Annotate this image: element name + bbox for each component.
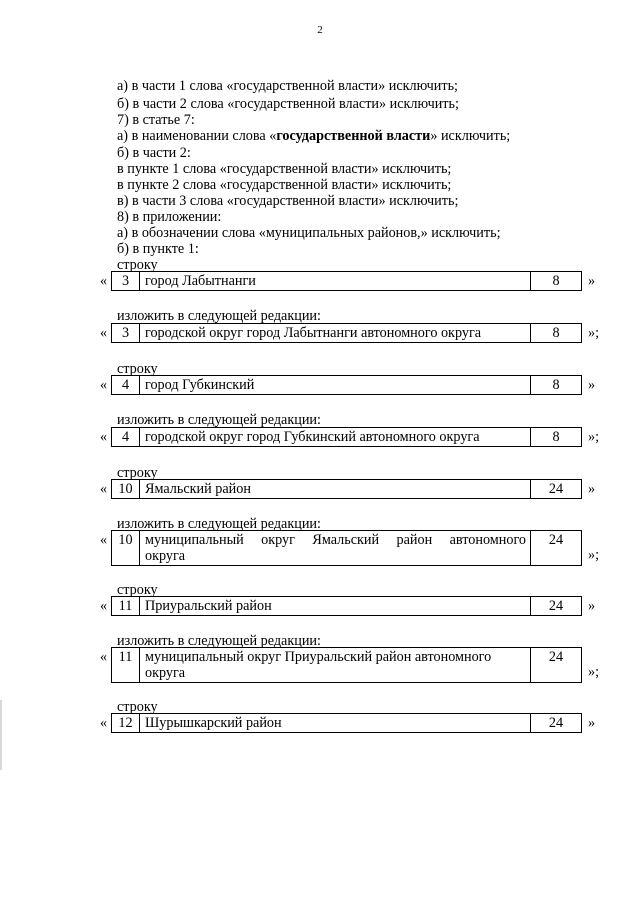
- cell-value: 24: [548, 481, 564, 497]
- cell-number: 11: [112, 648, 140, 682]
- cell-name-line-2: округа: [145, 665, 186, 681]
- cell-name: Шурышкарский район: [140, 714, 531, 732]
- text-line: а) в части 1 слова «государственной власти» исключить;: [117, 78, 458, 94]
- text-line: 7) в статье 7:: [117, 112, 195, 128]
- label-row: строку: [117, 582, 158, 598]
- cell-name: город Губкинский: [140, 376, 531, 394]
- text-line: 8) в приложении:: [117, 209, 222, 225]
- text-line: б) в части 2 слова «государственной власти» исключить;: [117, 96, 459, 112]
- cell-name-line-2: округа: [145, 548, 186, 564]
- open-quote: «: [100, 532, 108, 548]
- cell-value: 24: [548, 715, 564, 731]
- table-row: [111, 271, 582, 291]
- cell-number: 4: [112, 376, 140, 394]
- text-line: в пункте 2 слова «государственной власти» исключить;: [117, 177, 452, 193]
- cell-value: 24: [548, 649, 564, 665]
- bold-phrase: государственной власти: [276, 128, 431, 144]
- label-replace: изложить в следующей редакции:: [117, 308, 321, 324]
- table-row-old: [100, 375, 600, 395]
- table-row-new: [100, 427, 600, 447]
- label-replace: изложить в следующей редакции:: [117, 412, 321, 428]
- table-row: [111, 427, 582, 447]
- close-quote: »: [588, 273, 596, 289]
- cell-name: городской округ город Губкинский автономного округа: [140, 428, 531, 446]
- cell-value: 8: [552, 325, 560, 341]
- text-line: б) в пункте 1:: [117, 241, 199, 257]
- cell-number: 10: [112, 480, 140, 498]
- label-row: строку: [117, 361, 158, 377]
- cell-number: 3: [112, 272, 140, 290]
- label-replace: изложить в следующей редакции:: [117, 516, 321, 532]
- open-quote: «: [100, 429, 108, 445]
- cell-name: городской округ город Лабытнанги автономного округа: [140, 324, 531, 342]
- close-quote: »;: [588, 547, 600, 563]
- close-quote: »: [588, 598, 596, 614]
- open-quote: «: [100, 273, 108, 289]
- table-row-old: [100, 479, 600, 499]
- close-quote: »: [588, 377, 596, 393]
- cell-value: 8: [552, 273, 560, 289]
- table-row: [111, 530, 582, 566]
- label-row: строку: [117, 465, 158, 481]
- table-row-new: [100, 647, 600, 683]
- page-number: 2: [317, 24, 323, 36]
- cell-name: Приуральский район: [140, 597, 531, 615]
- cell-value: 8: [552, 429, 560, 445]
- table-row-old: [100, 713, 600, 733]
- cell-number: 11: [112, 597, 140, 615]
- cell-number: 3: [112, 324, 140, 342]
- cell-value: 24: [548, 532, 564, 548]
- open-quote: «: [100, 377, 108, 393]
- table-row-old: [100, 271, 600, 291]
- cell-name-line-1: муниципальный округ Ямальский район автономного: [145, 532, 526, 548]
- table-row: [111, 647, 582, 683]
- table-row: [111, 713, 582, 733]
- text-line: а) в наименовании слова «государственной власти» исключить;: [117, 128, 511, 144]
- table-row-new: [100, 530, 600, 566]
- table-row: [111, 375, 582, 395]
- label-replace: изложить в следующей редакции:: [117, 633, 321, 649]
- table-row: [111, 323, 582, 343]
- cell-name: [140, 531, 531, 565]
- scan-edge-mark: [0, 700, 2, 770]
- text-line: а) в обозначении слова «муниципальных районов,» исключить;: [117, 225, 501, 241]
- cell-name: город Лабытнанги: [140, 272, 531, 290]
- table-row-new: [100, 323, 600, 343]
- open-quote: «: [100, 715, 108, 731]
- cell-number: 12: [112, 714, 140, 732]
- close-quote: »;: [588, 429, 600, 445]
- open-quote: «: [100, 598, 108, 614]
- close-quote: »;: [588, 325, 600, 341]
- cell-value: 8: [552, 377, 560, 393]
- table-row: [111, 479, 582, 499]
- close-quote: »;: [588, 664, 600, 680]
- text-line: в) в части 3 слова «государственной власти» исключить;: [117, 193, 459, 209]
- text-line: б) в части 2:: [117, 145, 191, 161]
- open-quote: «: [100, 649, 108, 665]
- table-row-old: [100, 596, 600, 616]
- cell-value: 24: [548, 598, 564, 614]
- cell-number: 4: [112, 428, 140, 446]
- label-row: строку: [117, 699, 158, 715]
- text-line: в пункте 1 слова «государственной власти» исключить;: [117, 161, 452, 177]
- label-row: строку: [117, 257, 158, 273]
- close-quote: »: [588, 715, 596, 731]
- cell-number: 10: [112, 531, 140, 565]
- cell-name-line-1: муниципальный округ Приуральский район автономного: [145, 649, 492, 665]
- open-quote: «: [100, 481, 108, 497]
- cell-name: Ямальский район: [140, 480, 531, 498]
- close-quote: »: [588, 481, 596, 497]
- cell-name: [140, 648, 531, 682]
- open-quote: «: [100, 325, 108, 341]
- table-row: [111, 596, 582, 616]
